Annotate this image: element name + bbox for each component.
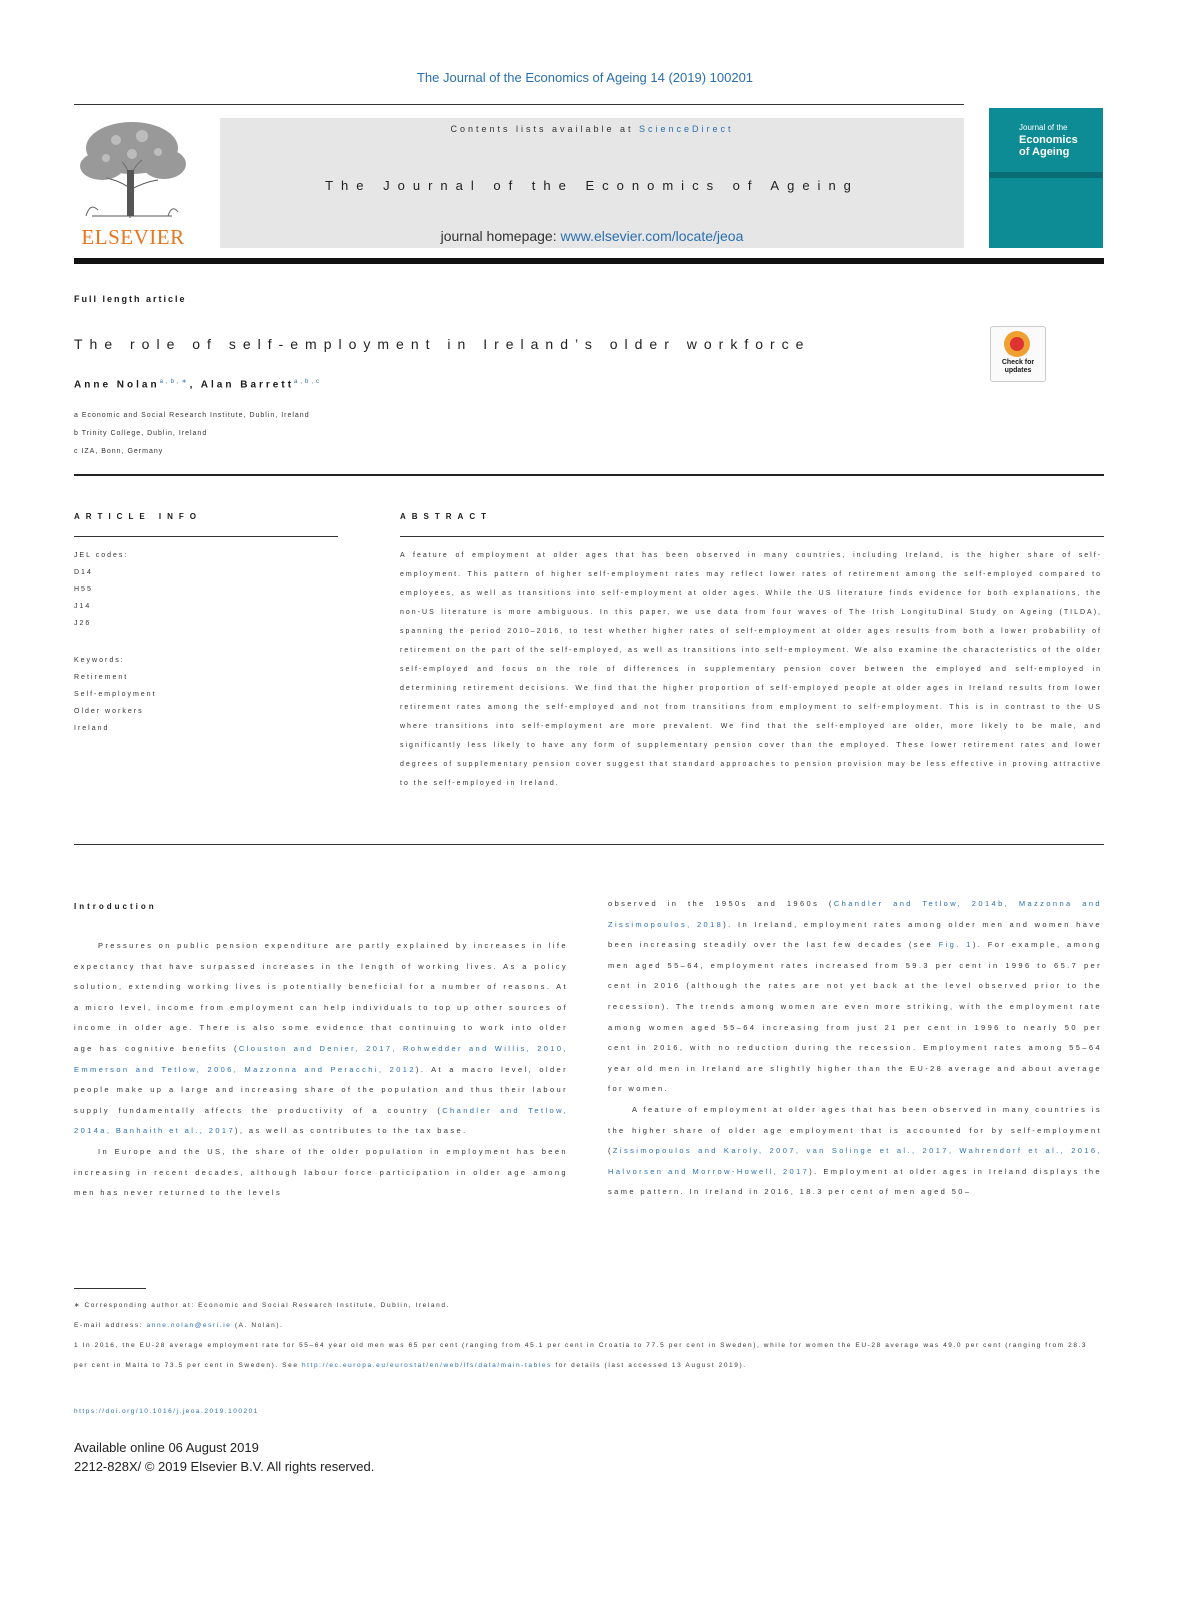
paragraph <box>74 936 568 1142</box>
section-rule <box>74 474 1104 476</box>
text-run: ). For example, among men aged 55–64, employment rates increased from 59.3 per cent in 1996 to 65.7 per cent in 2016 (although the rates are not yet back at the level observed prior to the recession). The trends among women are even more striking, with the employment rate among women aged 55–64 increasing from just 21 per cent in 1996 to nearly 50 per cent in 2016, with no reduction during the recession. Employment rates among 55–64 year old men in Ireland are slightly higher than the EU-28 average and about average for women. <box>608 940 1102 1094</box>
header-rule <box>74 104 964 105</box>
email-link[interactable]: anne.nolan@esri.ie <box>146 1322 232 1329</box>
footnote-text: 1 In 2016, the EU-28 average employment rate for 55–64 year old men was 65 per cent (ranging from 45.1 per cent in Croatia to 77.5 per cent in Sweden), while for women the EU-28 average was 49.0 per cent (ranging from 28.3 per cent in Malta to 73.5 per cent in Sweden). See <box>74 1342 1088 1369</box>
available-online: Available online 06 August 2019 <box>74 1440 259 1455</box>
article-info-rule <box>74 536 338 537</box>
crossmark-label: Check for updates <box>1001 359 1035 374</box>
email-note <box>74 1316 1102 1336</box>
jel-code: D14 <box>74 569 93 576</box>
article-type: Full length article <box>74 294 187 304</box>
footnote-text: for details (last accessed 13 August 2019). <box>551 1362 747 1369</box>
text-run: A feature of employment at older ages that has been observed in many countries is the higher share of older age employment that is accounted for by self-employment ( <box>608 1104 1102 1156</box>
text-run: ), as well as contributes to the tax base. <box>235 1126 468 1136</box>
abstract-heading: ABSTRACT <box>400 512 492 521</box>
jel-heading: JEL codes: <box>74 552 129 559</box>
elsevier-tree-icon <box>72 118 194 222</box>
author-list: Anne Nolan$^{a,b,∗}$, Alan Barrett$^{a,b,c}$ <box>74 379 323 391</box>
crossmark-inner-icon <box>1010 337 1024 351</box>
affiliation: c IZA, Bonn, Germany <box>74 448 164 455</box>
doi-link[interactable]: https://doi.org/10.1016/j.jeoa.2019.100201 <box>74 1408 259 1415</box>
citation-link[interactable]: Chandler and Tetlow, 2014a, Banhaith et al., 2017 <box>74 1105 568 1136</box>
footnote-1 <box>74 1336 1102 1376</box>
keyword: Older workers <box>74 708 144 715</box>
text-run: ). In Ireland, employment rates among older men and women have been increasing steadily over the last few decades (see <box>608 919 1102 950</box>
keyword: Ireland <box>74 725 110 732</box>
copyright: 2212-828X/ © 2019 Elsevier B.V. All rights reserved. <box>74 1459 375 1474</box>
jel-code: H55 <box>74 586 93 593</box>
cover-title-line2: Economics <box>1019 134 1078 146</box>
body-column-left <box>74 936 568 1204</box>
journal-homepage-line <box>220 228 964 244</box>
text-run: Pressures on public pension expenditure are partly explained by increases in life expectancy that have surpassed increases in the length of working lives. As a policy solution, extending working lives is potentially beneficial for a number of reasons. At a micro level, income from employment can help individuals to top up other sources of income in older age. There is also some evidence that continuing to work into older age has cognitive benefits ( <box>74 941 568 1053</box>
author-marks[interactable]: a,b,∗ <box>159 379 190 385</box>
check-for-updates-button[interactable] <box>990 326 1046 382</box>
journal-title: The Journal of the Economics of Ageing <box>325 178 859 193</box>
masthead-thick-rule <box>74 258 1104 264</box>
paragraph <box>608 894 1102 1100</box>
elsevier-wordmark: ELSEVIER <box>81 225 185 249</box>
jel-code: J26 <box>74 620 92 627</box>
text-run: ). Employment at older ages in Ireland displays the same pattern. In Ireland in 2016, 18.3 per cent of men aged 50– <box>608 1166 1102 1197</box>
jel-code: J14 <box>74 603 92 610</box>
author-name[interactable]: Anne Nolan <box>74 379 160 391</box>
body-column-right <box>608 894 1102 1203</box>
paragraph: In Europe and the US, the share of the older population in employment has been increasing in recent decades, although labour force participation in older age among men has never returned to the levels <box>74 1146 568 1198</box>
homepage-prefix: journal homepage: <box>440 228 561 244</box>
cover-band <box>989 172 1103 178</box>
author-marks[interactable]: a,b,c <box>294 379 323 385</box>
keyword: Self-employment <box>74 691 157 698</box>
journal-cover-thumbnail[interactable] <box>989 108 1103 248</box>
affiliation: a Economic and Social Research Institute, Dublin, Ireland <box>74 412 310 419</box>
abstract-rule <box>400 536 1104 537</box>
journal-masthead <box>220 118 964 248</box>
citation-link[interactable]: Clouston and Denier, 2017, Rohwedder and Willis, 2010, Emmerson and Tetlow, 2006, Mazzonna and Peracchi, 2012 <box>74 1043 568 1074</box>
journal-homepage-link[interactable]: www.elsevier.com/locate/jeoa <box>560 228 744 244</box>
contents-prefix: Contents lists available at <box>450 124 640 134</box>
text-run: ). At a macro level, older people make up a large and increasing share of the population and thus their labour supply fundamentally affects the productivity of a country ( <box>74 1064 568 1115</box>
section-heading: Introduction <box>74 902 157 911</box>
cover-title-line1: Journal of the <box>1019 123 1068 132</box>
eurostat-link[interactable]: http://ec.europa.eu/eurostat/en/web/lfs/data/main-tables <box>301 1362 552 1369</box>
journal-reference[interactable]: The Journal of the Economics of Ageing 14 (2019) 100201 <box>416 70 754 85</box>
corresponding-author-note: ∗ Corresponding author at: Economic and Social Research Institute, Dublin, Ireland. <box>74 1302 450 1309</box>
affiliation: b Trinity College, Dublin, Ireland <box>74 430 208 437</box>
keyword: Retirement <box>74 674 129 681</box>
author-name[interactable]: Alan Barrett <box>200 379 295 391</box>
sciencedirect-link[interactable]: ScienceDirect <box>639 124 734 134</box>
citation-link[interactable]: Zissimopoulos and Karoly, 2007, van Solinge et al., 2017, Wahrendorf et al., 2016, Halvorsen and Morrow-Howell, 2017 <box>608 1146 1102 1176</box>
email-prefix: E-mail address: <box>74 1322 147 1329</box>
abstract-text: A feature of employment at older ages that has been observed in many countries, including Ireland, is the higher share of self-employment. This pattern of higher self-employment rates may reflect lower rates of retirement among the self-employed compared to employees, as well as transitions into self-employment at older ages. While the US literature finds evidence for both explanations, the non-US literature is more ambiguous. In this paper, we use data from four waves of The Irish LongituDinal Study on Ageing (TILDA), spanning the period 2010–2016, to test whether higher rates of self-employment at older ages results from both a lower probability of retirement on the part of the self-employed, as well as transitions into self-employment. We also examine the characteristics of the older self-employed and focus on the role of differences in supplementary pension cover between the employed and self-employed in determining retirement decisions. We find that the higher proportion of self-employed people at older ages in Ireland results from lower retirement rates among the self-employed and not from transitions from employment to self-employment. This is in contrast to the US where transitions into self-employment are more prevalent. We find that the self-employed are older, more likely to be male, and significantly less likely to have any form of supplementary pension cover than the employed. These lower retirement rates and lower degrees of supplementary pension cover suggest that standard approaches to pension provision may be less effective in proving attractive to the self-employed in Ireland. <box>400 552 1102 787</box>
cover-title <box>1019 122 1099 158</box>
text-run: observed in the 1950s and 1960s ( <box>608 899 834 908</box>
article-title: The role of self-employment in Ireland’s older workforce <box>74 336 811 352</box>
footnote-rule <box>74 1288 146 1289</box>
contents-line <box>220 124 964 134</box>
front-matter-rule <box>74 844 1104 845</box>
email-suffix: (A. Nolan). <box>231 1322 284 1329</box>
cover-title-line3: of Ageing <box>1019 146 1070 158</box>
citation-link[interactable]: Chandler and Tetlow, 2014b, Mazzonna and Zissimopoulos, 2018 <box>608 899 1103 929</box>
paragraph <box>608 1100 1102 1203</box>
keywords-heading: Keywords: <box>74 657 125 664</box>
figure-link[interactable]: Fig. 1 <box>938 940 973 950</box>
elsevier-logo[interactable] <box>72 118 194 250</box>
article-info-heading: ARTICLE INFO <box>74 512 202 521</box>
